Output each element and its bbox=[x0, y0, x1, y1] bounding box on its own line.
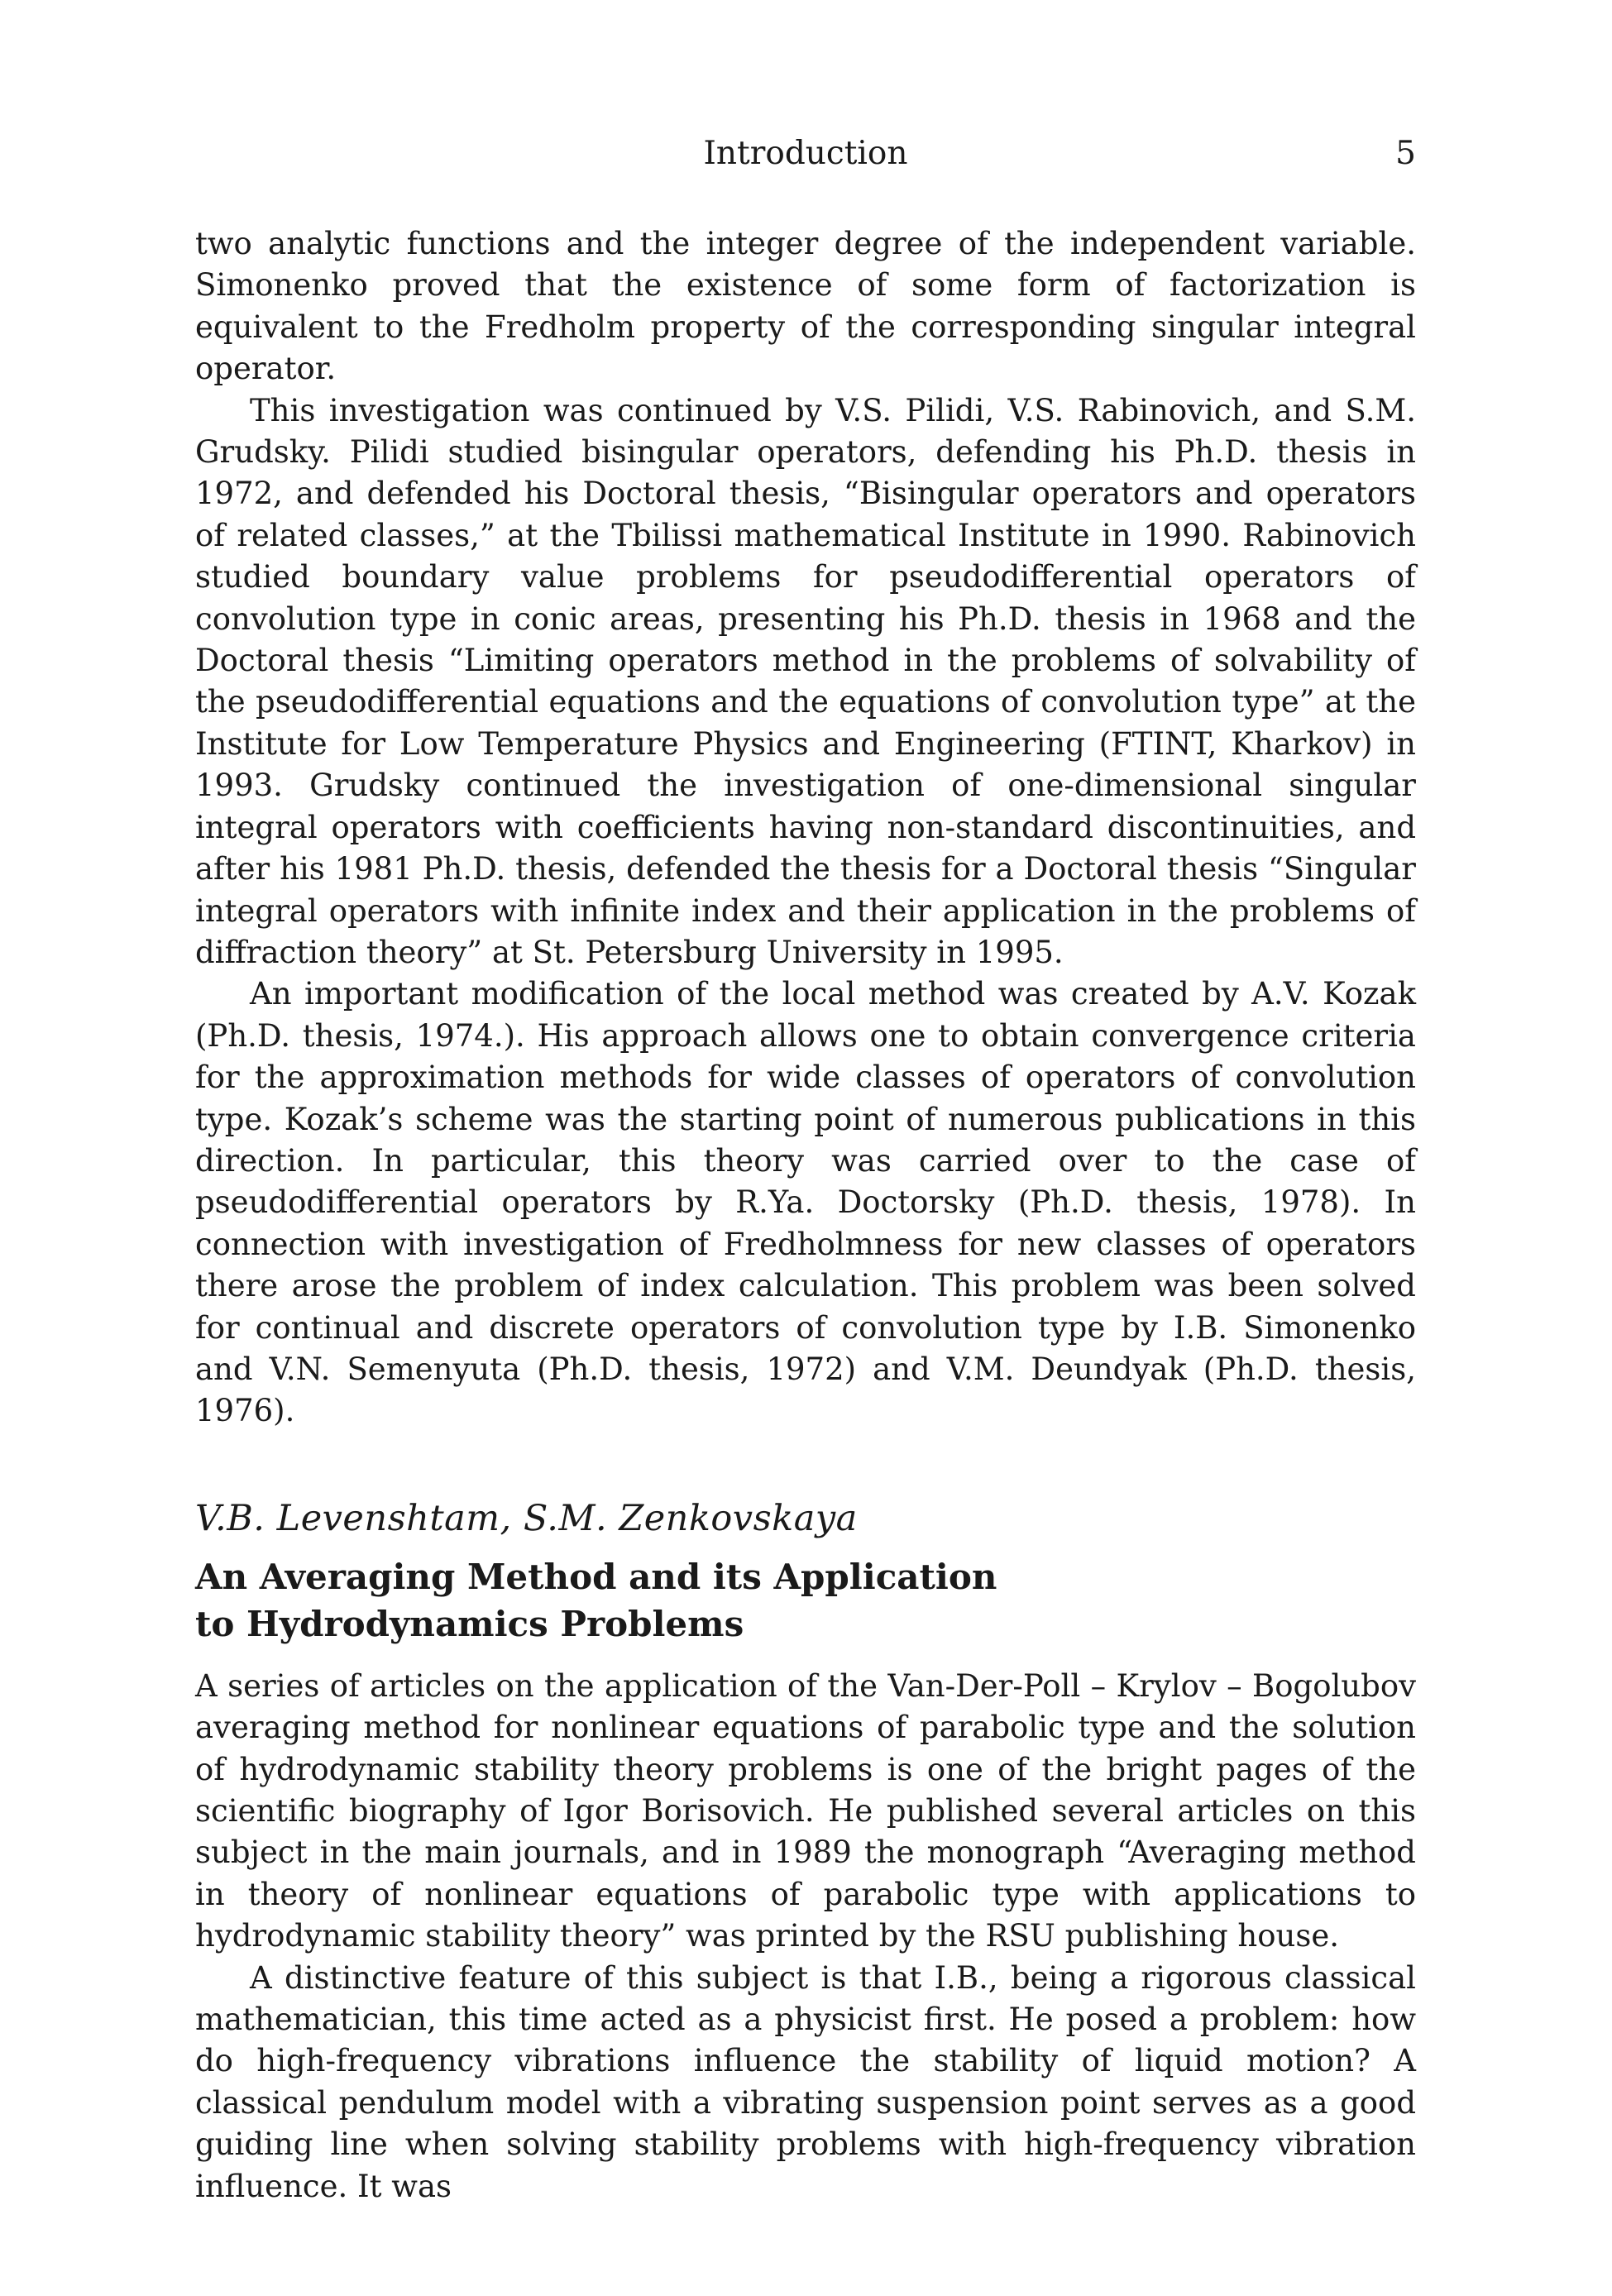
running-head bbox=[195, 132, 1416, 175]
intro-continuation bbox=[195, 223, 1416, 1433]
section-title-line-1: An Averaging Method and its Application bbox=[195, 1556, 997, 1597]
book-page bbox=[195, 132, 1416, 2208]
section-paragraph-2: A distinctive feature of this subject is that I.B., being a rigorous classical mathematician, this time acted as a physicist first. He posed a problem: how do high-frequency vibrations influence the stability of liquid motion? A classical pendulum model with a vibrating suspension point serves as a good guiding line when solving stability problems with high-frequency vibration influence. It was bbox=[195, 1959, 1416, 2204]
section-title bbox=[195, 1553, 1188, 1648]
paragraph-3: An important modification of the local method was created by A.V. Kozak (Ph.D. thesis, 1974.). His approach allows one to obtain convergence criteria for the approximation methods for wide classes of operators of convolution type. Kozak’s scheme was the starting point of numerous publications in this direction. In particular, this theory was carried over to the case of pseudodifferential operators by R.Ya. Doctorsky (Ph.D. thesis, 1978). In connection with investigation of Fredholmness for new classes of operators there arose the problem of index calculation. This problem was been solved for continual and discrete operators of convolution type by I.B. Simonenko and V.N. Semenyuta (Ph.D. thesis, 1972) and V.M. Deundyak (Ph.D. thesis, 1976). bbox=[195, 976, 1416, 1429]
section-body bbox=[195, 1666, 1416, 2208]
section-paragraph-1: A series of articles on the application of the Van-Der-Poll – Krylov – Bogolubov averaging method for nonlinear equations of parabolic type and the solution of hydrodynamic stability theory problems is one of the bright pages of the scientific biography of Igor Borisovich. He published several articles on this subject in the main journals, and in 1989 the monograph “Averaging method in theory of nonlinear equations of parabolic type with applications to hydrodynamic stability theory” was printed by the RSU publishing house. bbox=[195, 1667, 1416, 1954]
paragraph-1: two analytic functions and the integer degree of the independent variable. Simonenko proved that the existence of some form of factorization is equivalent to the Fredholm property of the corresponding singular integral operator. bbox=[195, 226, 1416, 387]
paragraph-2: This investigation was continued by V.S. Pilidi, V.S. Rabinovich, and S.M. Grudsky. Pilidi studied bisingular operators, defending his Ph.D. thesis in 1972, and defended his Doctoral thesis, “Bisingular operators and operators of related classes,” at the Tbilissi mathematical Institute in 1990. Rabinovich studied boundary value problems for pseudodifferential operators of convolution type in conic areas, presenting his Ph.D. thesis in 1968 and the Doctoral thesis “Limiting operators method in the problems of solvability of the pseudodifferential equations and the equations of convolution type” at the Institute for Low Temperature Physics and Engineering (FTINT, Kharkov) in 1993. Grudsky continued the investigation of one-dimensional singular integral operators with coefficients having non-standard discontinuities, and after his 1981 Ph.D. thesis, defended the thesis for a Doctoral thesis “Singular integral operators with infinite index and their application in the problems of diffraction theory” at St. Petersburg University in 1995. bbox=[195, 392, 1416, 970]
page-number: 5 bbox=[1395, 135, 1416, 172]
running-title: Introduction bbox=[703, 135, 908, 172]
section-title-line-2: to Hydrodynamics Problems bbox=[195, 1603, 744, 1644]
section-authors: V.B. Levenshtam, S.M. Zenkovskaya bbox=[195, 1497, 858, 1539]
